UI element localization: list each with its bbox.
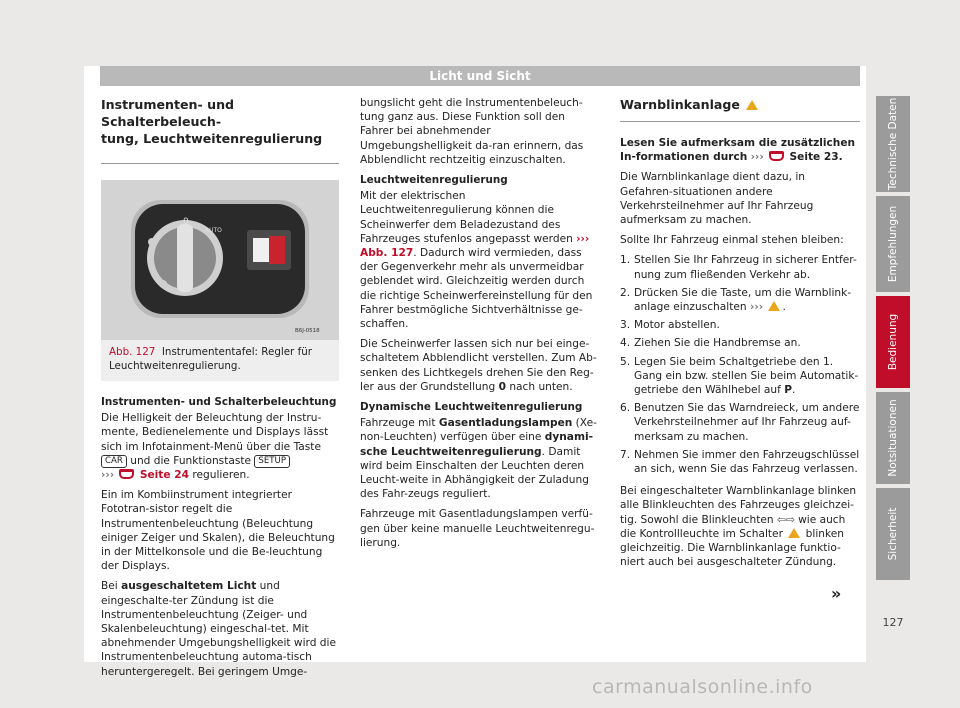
svg-text:AUTO: AUTO bbox=[205, 227, 222, 234]
tab-notsituationen[interactable]: Notsituationen bbox=[876, 392, 910, 484]
svg-text:0: 0 bbox=[183, 217, 189, 227]
paragraph-hazard-behavior: Bei eingeschalteter Warnblinkanlage blinken alle Blinkleuchten des Fahrzeuges gleichzei-tig. Sowohl die Blinkleuchten ⇦⇨ wie auch die Kontrollleuchte im Schalter blinken gleichzeitig. Die Warnblinkanlage funktio-niert auch bei ausgeschalteter Zündung. bbox=[620, 485, 857, 569]
paragraph-lights-off: Bei ausgeschaltetem Licht und eingeschalte-ter Zündung ist die Instrumentenbeleuchtung (Zeiger- und Skalenbeleuchtung) eingeschal-tet. Mit abnehmender Umgebungshelligkeit wird die Instrumentenbeleuchtung automa-tisch heruntergeregelt. Bei geringem Umge- bbox=[101, 580, 336, 678]
paragraph-range-control: Mit der elektrischen Leuchtweitenregulierung können die Scheinwerfer dem Beladezustand des Fahrzeuges stufenlos angepasst werden ››› Abb. 127. Dadurch wird vermieden, dass der Gegenverkehr mehr als unvermeidbar geblendet wird. Gleichzeitig werden durch die richtige Scheinwerfereinstellung für den Fahrer bestmögliche Sichtverhältnisse ge-schaffen. bbox=[360, 190, 593, 331]
watermark: carmanualsonline.info bbox=[592, 676, 813, 698]
manual-book-icon bbox=[119, 469, 134, 479]
turn-signal-icon: ⇦⇨ bbox=[776, 513, 795, 526]
subheading-headlight-range: Leuchtweitenregulierung bbox=[360, 174, 508, 187]
continue-arrow: » bbox=[831, 584, 842, 603]
figure-headlight-control bbox=[101, 180, 339, 340]
section-title-hazard: Warnblinkanlage bbox=[620, 96, 860, 122]
tab-sicherheit[interactable]: Sicherheit bbox=[876, 488, 910, 580]
manual-book-icon bbox=[769, 151, 784, 161]
paragraph-no-manual: Fahrzeuge mit Gasentladungslampen verfü-gen über keine manuelle Leuchtweitenregu-lierung. bbox=[360, 508, 595, 549]
paragraph-brightness: Die Helligkeit der Beleuchtung der Instru-mente, Bedienelemente und Displays lässt sich im Infotainment-Menü über die Taste CAR und die Funktionstaste SETUP ››› Seite 24 regulieren. bbox=[101, 412, 329, 482]
paragraph-phototransistor: Ein im Kombiinstrument integrierter Fototran-sistor regelt die Instrumentenbeleuchtung (Beleuchtung einiger Zeiger und Skalen), die Beleuchtung in der Mittelkonsole und die Be-leuchtung der Displays. bbox=[101, 489, 335, 573]
caption-label: Abb. 127 bbox=[109, 346, 156, 358]
title-divider bbox=[101, 163, 339, 164]
page-number: 127 bbox=[882, 616, 904, 629]
link-page-23[interactable]: Seite 23 bbox=[789, 151, 839, 164]
list-item: 6. Benutzen Sie das Warndreieck, um andere Verkehrsteilnehmer auf Ihr Fahrzeug auf-merksam zu machen. bbox=[620, 402, 860, 443]
column-3 bbox=[620, 96, 860, 575]
caption-text: Instrumententafel: Regler für Leuchtweitenregulierung. bbox=[109, 346, 312, 372]
subheading-dynamic-range: Dynamische Leuchtweitenregulierung bbox=[360, 401, 583, 414]
headlight-switch-illustration bbox=[101, 180, 339, 340]
chapter-header: Licht und Sicht bbox=[100, 66, 860, 86]
paragraph-hazard-purpose: Die Warnblinkanlage dient dazu, in Gefahren-situationen andere Verkehrsteilnehmer auf Ihr Fahrzeug aufmerksam zu machen. bbox=[620, 171, 814, 227]
column-1 bbox=[101, 96, 339, 685]
tab-empfehlungen[interactable]: Empfehlungen bbox=[876, 196, 910, 292]
paragraph-read-info: Lesen Sie aufmerksam die zusätzlichen In-formationen durch ››› Seite 23. bbox=[620, 137, 856, 164]
list-item: 1. Stellen Sie Ihr Fahrzeug in sicherer Entfer-nung zum fließenden Verkehr ab. bbox=[620, 254, 857, 281]
svg-text:B6J-0518: B6J-0518 bbox=[295, 328, 320, 334]
subheading-instrument-lighting: Instrumenten- und Schalterbeleuchtung bbox=[101, 396, 337, 408]
warning-icon bbox=[768, 301, 780, 311]
warning-icon bbox=[788, 528, 800, 538]
list-item: 5. Legen Sie beim Schaltgetriebe den 1. Gang ein bzw. stellen Sie beim Automatik-getriebe den Wählhebel auf P. bbox=[620, 355, 859, 397]
tab-bedienung[interactable]: Bedienung bbox=[876, 296, 910, 388]
link-fig-127[interactable]: ››› Abb. 127 bbox=[360, 232, 590, 260]
paragraph-xenon: Fahrzeuge mit Gasentladungslampen (Xe-non-Leuchten) verfügen über eine dynami-sche Leuchtweitenregulierung. Damit wird beim Einschalten der Leuchten deren Leucht-weite in Abhängigkeit der Zuladung des Fahr-zeugs reguliert. bbox=[360, 417, 597, 501]
setup-key: SETUP bbox=[254, 455, 290, 468]
list-item: 2. Drücken Sie die Taste, um die Warnblink-anlage einzuschalten ››› . bbox=[620, 286, 852, 314]
list-item: 7. Nehmen Sie immer den Fahrzeugschlüssel an sich, wenn Sie das Fahrzeug verlassen. bbox=[620, 448, 860, 476]
link-page-24[interactable]: Seite 24 bbox=[139, 469, 189, 482]
warning-icon bbox=[746, 100, 758, 110]
car-key: CAR bbox=[101, 455, 127, 468]
figure-caption bbox=[101, 340, 339, 381]
list-item: 4. Ziehen Sie die Handbremse an. bbox=[620, 337, 801, 350]
column-2 bbox=[360, 96, 600, 556]
paragraph-adjust: Die Scheinwerfer lassen sich nur bei einge-schaltetem Abblendlicht verstellen. Zum Ab-senken des Lichtkegels drehen Sie den Reg-ler aus der Grundstellung 0 nach unten. bbox=[360, 338, 597, 393]
list-item: 3. Motor abstellen. bbox=[620, 319, 720, 332]
section-title-instrument-lighting: Instrumenten- und Schalterbeleuch- tung, Leuchtweitenregulierung bbox=[101, 97, 323, 146]
paragraph-continuation: bungslicht geht die Instrumentenbeleuch-tung ganz aus. Diese Funktion soll den Fahrer bei abnehmender Umgebungshelligkeit da-ran erinnern, das Abblendlicht rechtzeitig einzuschalten. bbox=[360, 97, 584, 166]
tab-technische-daten[interactable]: Technische Daten bbox=[876, 96, 910, 192]
paragraph-stop: Sollte Ihr Fahrzeug einmal stehen bleiben: bbox=[620, 234, 844, 247]
hazard-steps-list bbox=[620, 253, 860, 476]
